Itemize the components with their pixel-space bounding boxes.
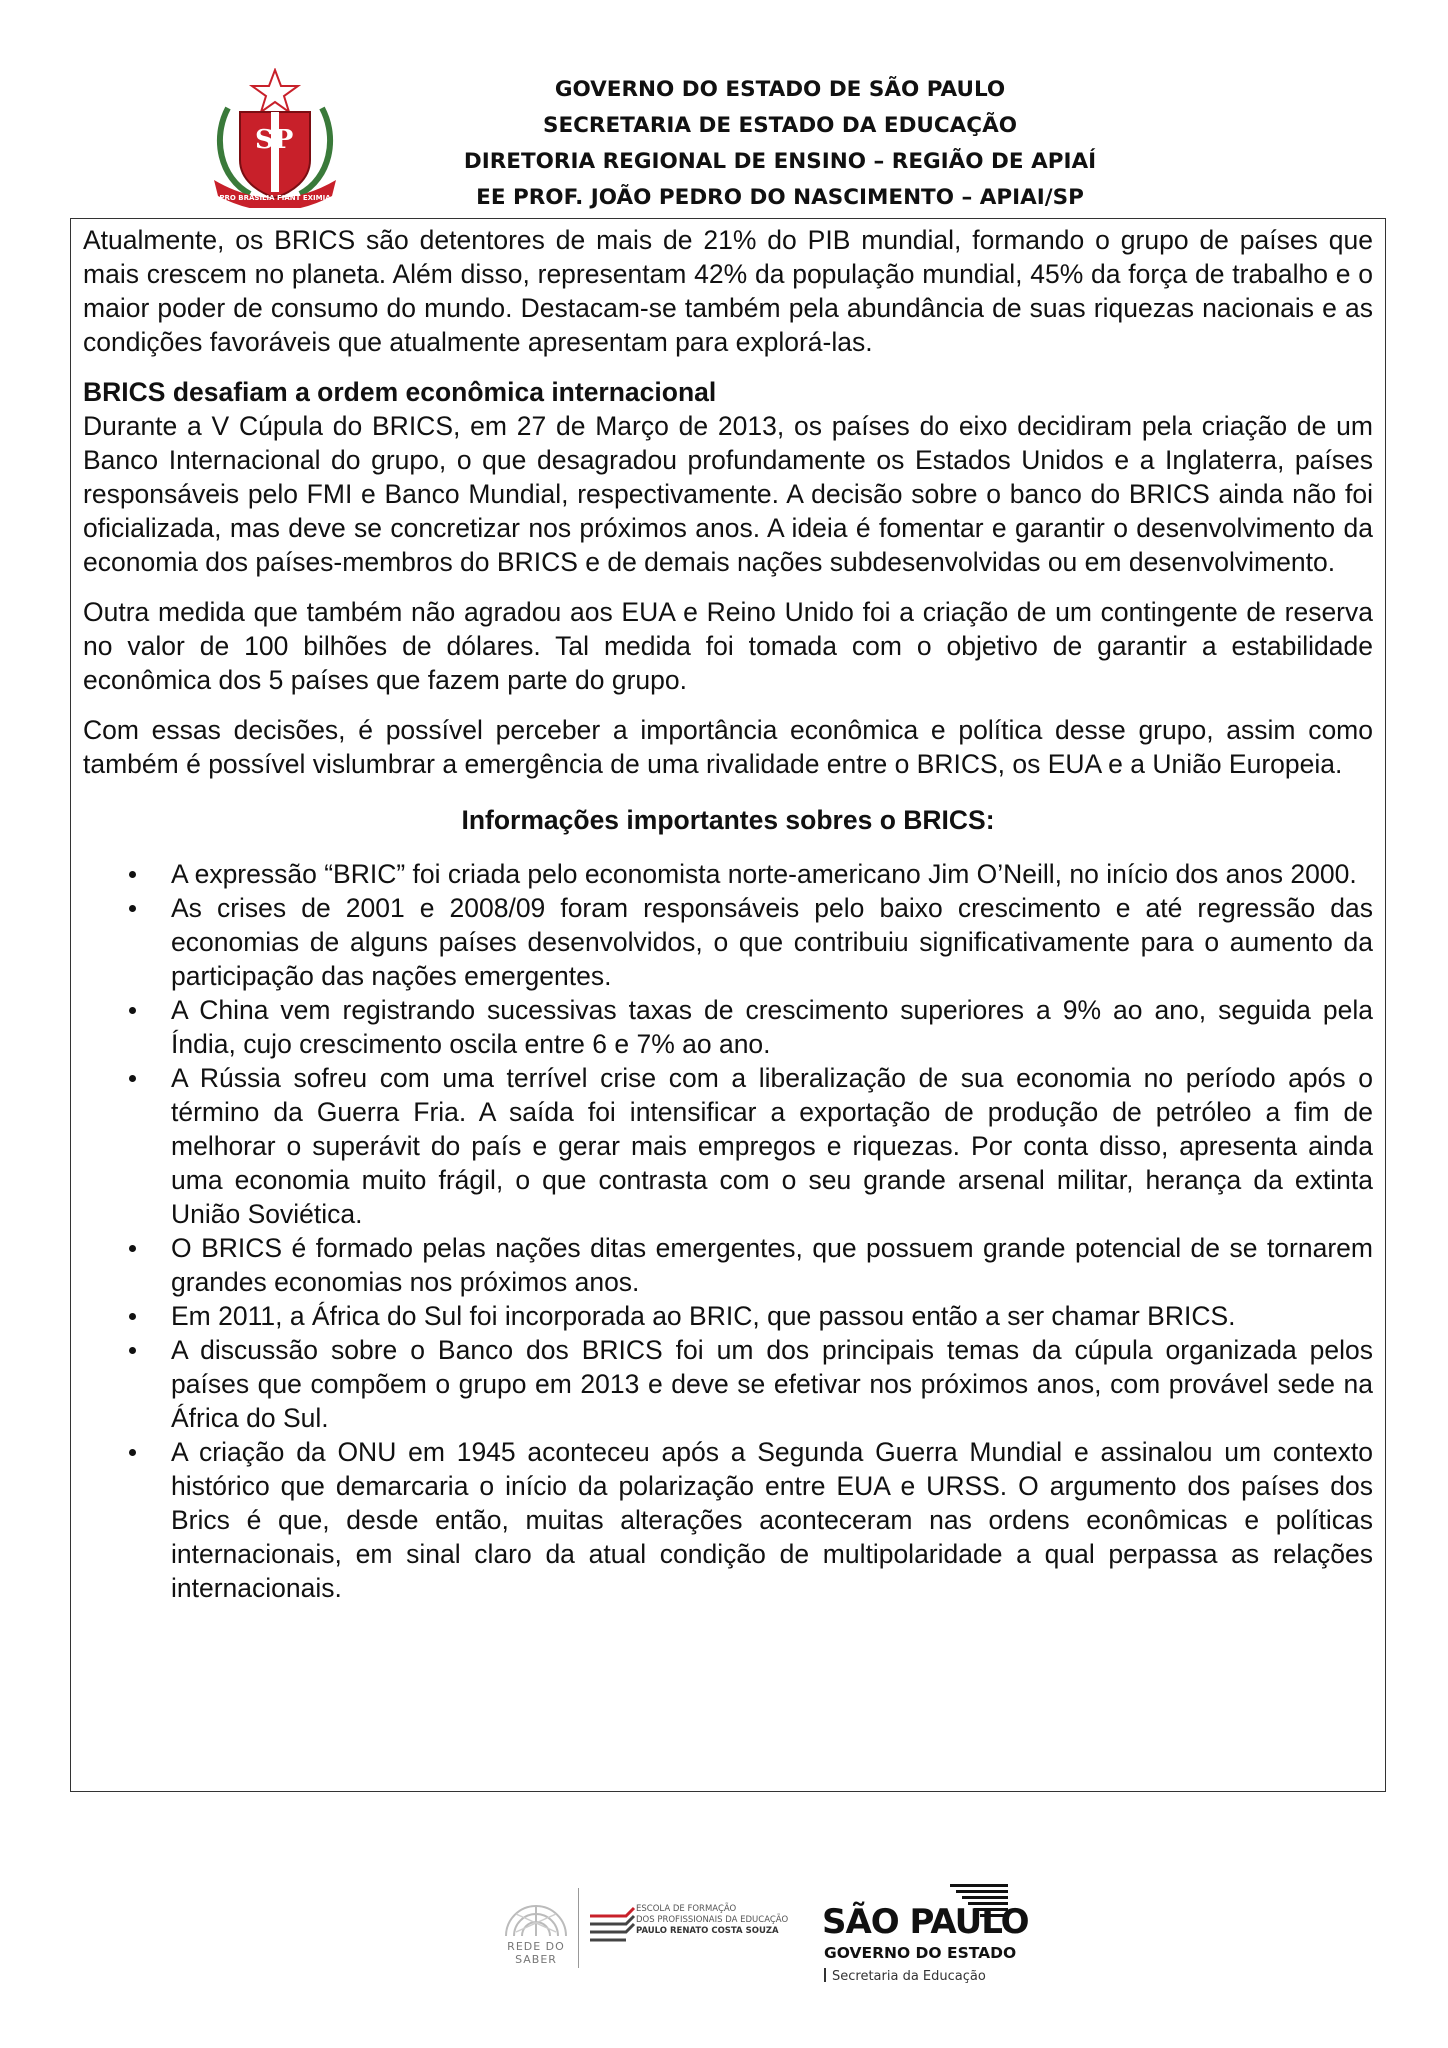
intro-paragraph: Atualmente, os BRICS são detentores de mais de 21% do PIB mundial, formando o grupo de países que mais crescem no planeta. Além disso, representam 42% da população mundial, 45% da força de trabalho e o maior poder de consumo do mundo. Destacam-se também pela abundância de suas riquezas nacionais e as condições favoráveis que atualmente apresentam para explorá-las. xyxy=(83,225,1373,357)
list-item: A discussão sobre o Banco dos BRICS foi um dos principais temas da cúpula organizada pelos países que compõem o grupo em 2013 e deve se efetivar nos próximos anos, com provável sede na África do Sul. xyxy=(83,1333,1373,1435)
decisions-paragraph: Com essas decisões, é possível perceber a importância econômica e política desse grupo, assim como também é possível vislumbrar a emergência de uma rivalidade entre o BRICS, os EUA e a União Europeia. xyxy=(83,715,1373,779)
info-list xyxy=(83,857,1373,1605)
list-item: Em 2011, a África do Sul foi incorporada ao BRIC, que passou então a ser chamar BRICS. xyxy=(83,1299,1373,1333)
list-item: A Rússia sofreu com uma terrível crise com a liberalização de sua economia no período após o término da Guerra Fria. A saída foi intensificar a exportação de produção de petróleo a fim de melhorar o superávit do país e gerar mais empregos e riquezas. Por conta disso, apresenta ainda uma economia muito frágil, o que contrasta com o seu grande arsenal militar, herança da extinta União Soviética. xyxy=(83,1061,1373,1231)
list-item: A expressão “BRIC” foi criada pelo economista norte-americano Jim O’Neill, no início dos anos 2000. xyxy=(83,857,1373,891)
section-paragraph: Durante a V Cúpula do BRICS, em 27 de Março de 2013, os países do eixo decidiram pela criação de um Banco Internacional do grupo, o que desagradou profundamente os Estados Unidos e a Inglaterra, países responsáveis pelo FMI e Banco Mundial, respectivamente. A decisão sobre o banco do BRICS ainda não foi oficializada, mas deve se concretizar nos próximos anos. A ideia é fomentar e garantir o desenvolvimento da economia dos países-membros do BRICS e de demais nações subdesenvolvidas ou em desenvolvimento. xyxy=(83,411,1373,577)
header-line-government: GOVERNO DO ESTADO DE SÃO PAULO xyxy=(554,77,1006,102)
section-title: BRICS desafiam a ordem econômica internacional xyxy=(83,377,717,407)
info-title: Informações importantes sobres o BRICS: xyxy=(461,805,995,835)
efape-name: PAULO RENATO COSTA SOUZA xyxy=(636,1926,779,1936)
rede-do-saber-label: REDE DO SABER xyxy=(507,1940,565,1966)
efape-line-1: ESCOLA DE FORMAÇÃO xyxy=(636,1904,737,1914)
crest-motto: PRO BRASILIA FIANT EXIMIA xyxy=(219,194,331,202)
crest-letters: SP xyxy=(255,125,294,155)
sp-coat-of-arms-icon xyxy=(206,68,344,208)
sp-logo-title: SÃO PAULO xyxy=(822,1902,1029,1942)
header-titles xyxy=(380,72,1180,216)
list-item: A criação da ONU em 1945 aconteceu após a Segunda Guerra Mundial e assinalou um contexto histórico que demarcaria o início da polarização entre EUA e URSS. O argumento dos países dos Brics é que, desde então, muitas alterações aconteceram nas ordens econômicas e políticas internacionais, em sinal claro da atual condição de multipolaridade a qual perpassa as relações internacionais. xyxy=(83,1435,1373,1605)
content-box xyxy=(70,218,1386,1792)
page-header xyxy=(0,0,1448,220)
reserve-paragraph: Outra medida que também não agradou aos EUA e Reino Unido foi a criação de um contingente de reserva no valor de 100 bilhões de dólares. Tal medida foi tomada com o objetivo de garantir a estabilidade econômica dos 5 países que fazem parte do grupo. xyxy=(83,597,1373,695)
footer-divider xyxy=(578,1888,579,1968)
header-line-secretary: SECRETARIA DE ESTADO DA EDUCAÇÃO xyxy=(542,113,1018,138)
list-item: A China vem registrando sucessivas taxas de crescimento superiores a 9% ao ano, seguida pela Índia, cujo crescimento oscila entre 6 e 7% ao ano. xyxy=(83,993,1373,1061)
efape-text xyxy=(636,1904,788,1937)
header-line-directorate: DIRETORIA REGIONAL DE ENSINO – REGIÃO DE APIAÍ xyxy=(463,149,1097,174)
page-footer xyxy=(0,1860,1448,2010)
efape-line-2: DOS PROFISSIONAIS DA EDUCAÇÃO xyxy=(636,1915,789,1925)
header-line-school: EE PROF. JOÃO PEDRO DO NASCIMENTO – APIAI/SP xyxy=(476,185,1084,210)
sp-logo-subtitle: GOVERNO DO ESTADO xyxy=(824,1944,1017,1962)
sp-logo-department: Secretaria da Educação xyxy=(824,1968,986,1984)
list-item: O BRICS é formado pelas nações ditas emergentes, que possuem grande potencial de se tornarem grandes economias nos próximos anos. xyxy=(83,1231,1373,1299)
list-item: As crises de 2001 e 2008/09 foram responsáveis pelo baixo crescimento e até regressão das economias de alguns países desenvolvidos, o que contribuiu significativamente para o aumento da participação das nações emergentes. xyxy=(83,891,1373,993)
